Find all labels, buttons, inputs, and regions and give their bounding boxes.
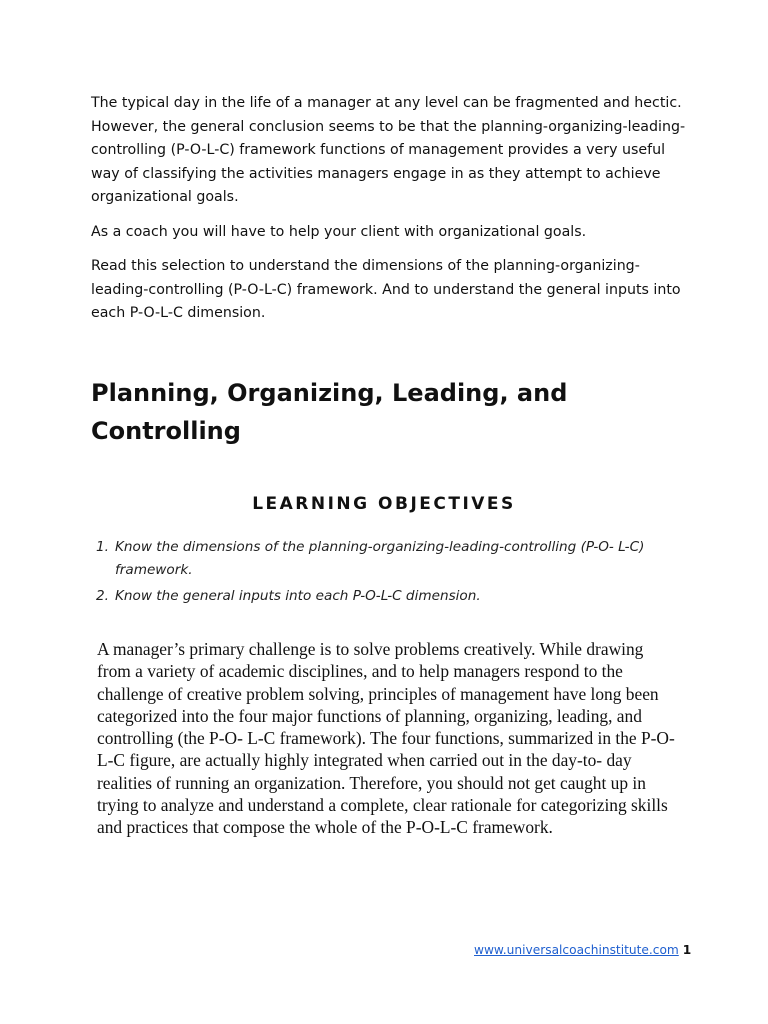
- website-link[interactable]: www.universalcoachinstitute.com: [474, 943, 679, 957]
- list-item: [96, 536, 696, 582]
- page-number: 1: [682, 943, 692, 957]
- intro-paragraph-2: As a coach you will have to help your client with organizational goals.: [91, 223, 587, 240]
- intro-paragraph-1: The typical day in the life of a manager at any level can be fragmented and hectic. However, the general conclusion seems to be that the planning-organizing-leading-controlling (P-O-L-C) framework functions of management provides a very useful way of classifying the activities managers engage in as they attempt to achieve organizational goals.: [91, 95, 686, 205]
- body-paragraph: A manager’s primary challenge is to solve problems creatively. While drawing from a variety of academic disciplines, and to help managers respond to the challenge of creative problem solving, principles of management have long been categorized into the four major functions of planning, organizing, leading, and controlling (the P-O- L-C framework). The four functions, summarized in the P-O-L-C figure, are actually highly integrated when carried out in the day-to- day realities of running an organization. Therefore, you should not get caught up in trying to analyze and understand a complete, clear rationale for categorizing skills and practices that compose the whole of the P-O-L-C framework.: [97, 639, 675, 838]
- list-item-text: Know the dimensions of the planning-organizing-leading-controlling (P-O- L-C) framework.: [115, 539, 645, 578]
- list-item-text: Know the general inputs into each P-O-L-C dimension.: [115, 588, 481, 604]
- page-footer: [474, 943, 691, 957]
- list-item: [96, 585, 696, 608]
- learning-objectives-title: LEARNING OBJECTIVES: [252, 494, 516, 514]
- learning-objectives-list: [96, 536, 696, 611]
- list-item-number: 1.: [96, 539, 109, 555]
- list-item-number: 2.: [96, 588, 109, 604]
- section-heading: Planning, Organizing, Leading, and Controlling: [91, 379, 568, 445]
- intro-section: [91, 92, 691, 337]
- intro-paragraph-3: Read this selection to understand the dimensions of the planning-organizing-leading-controlling (P-O-L-C) framework. And to understand the general inputs into each P-O-L-C dimension.: [91, 258, 681, 321]
